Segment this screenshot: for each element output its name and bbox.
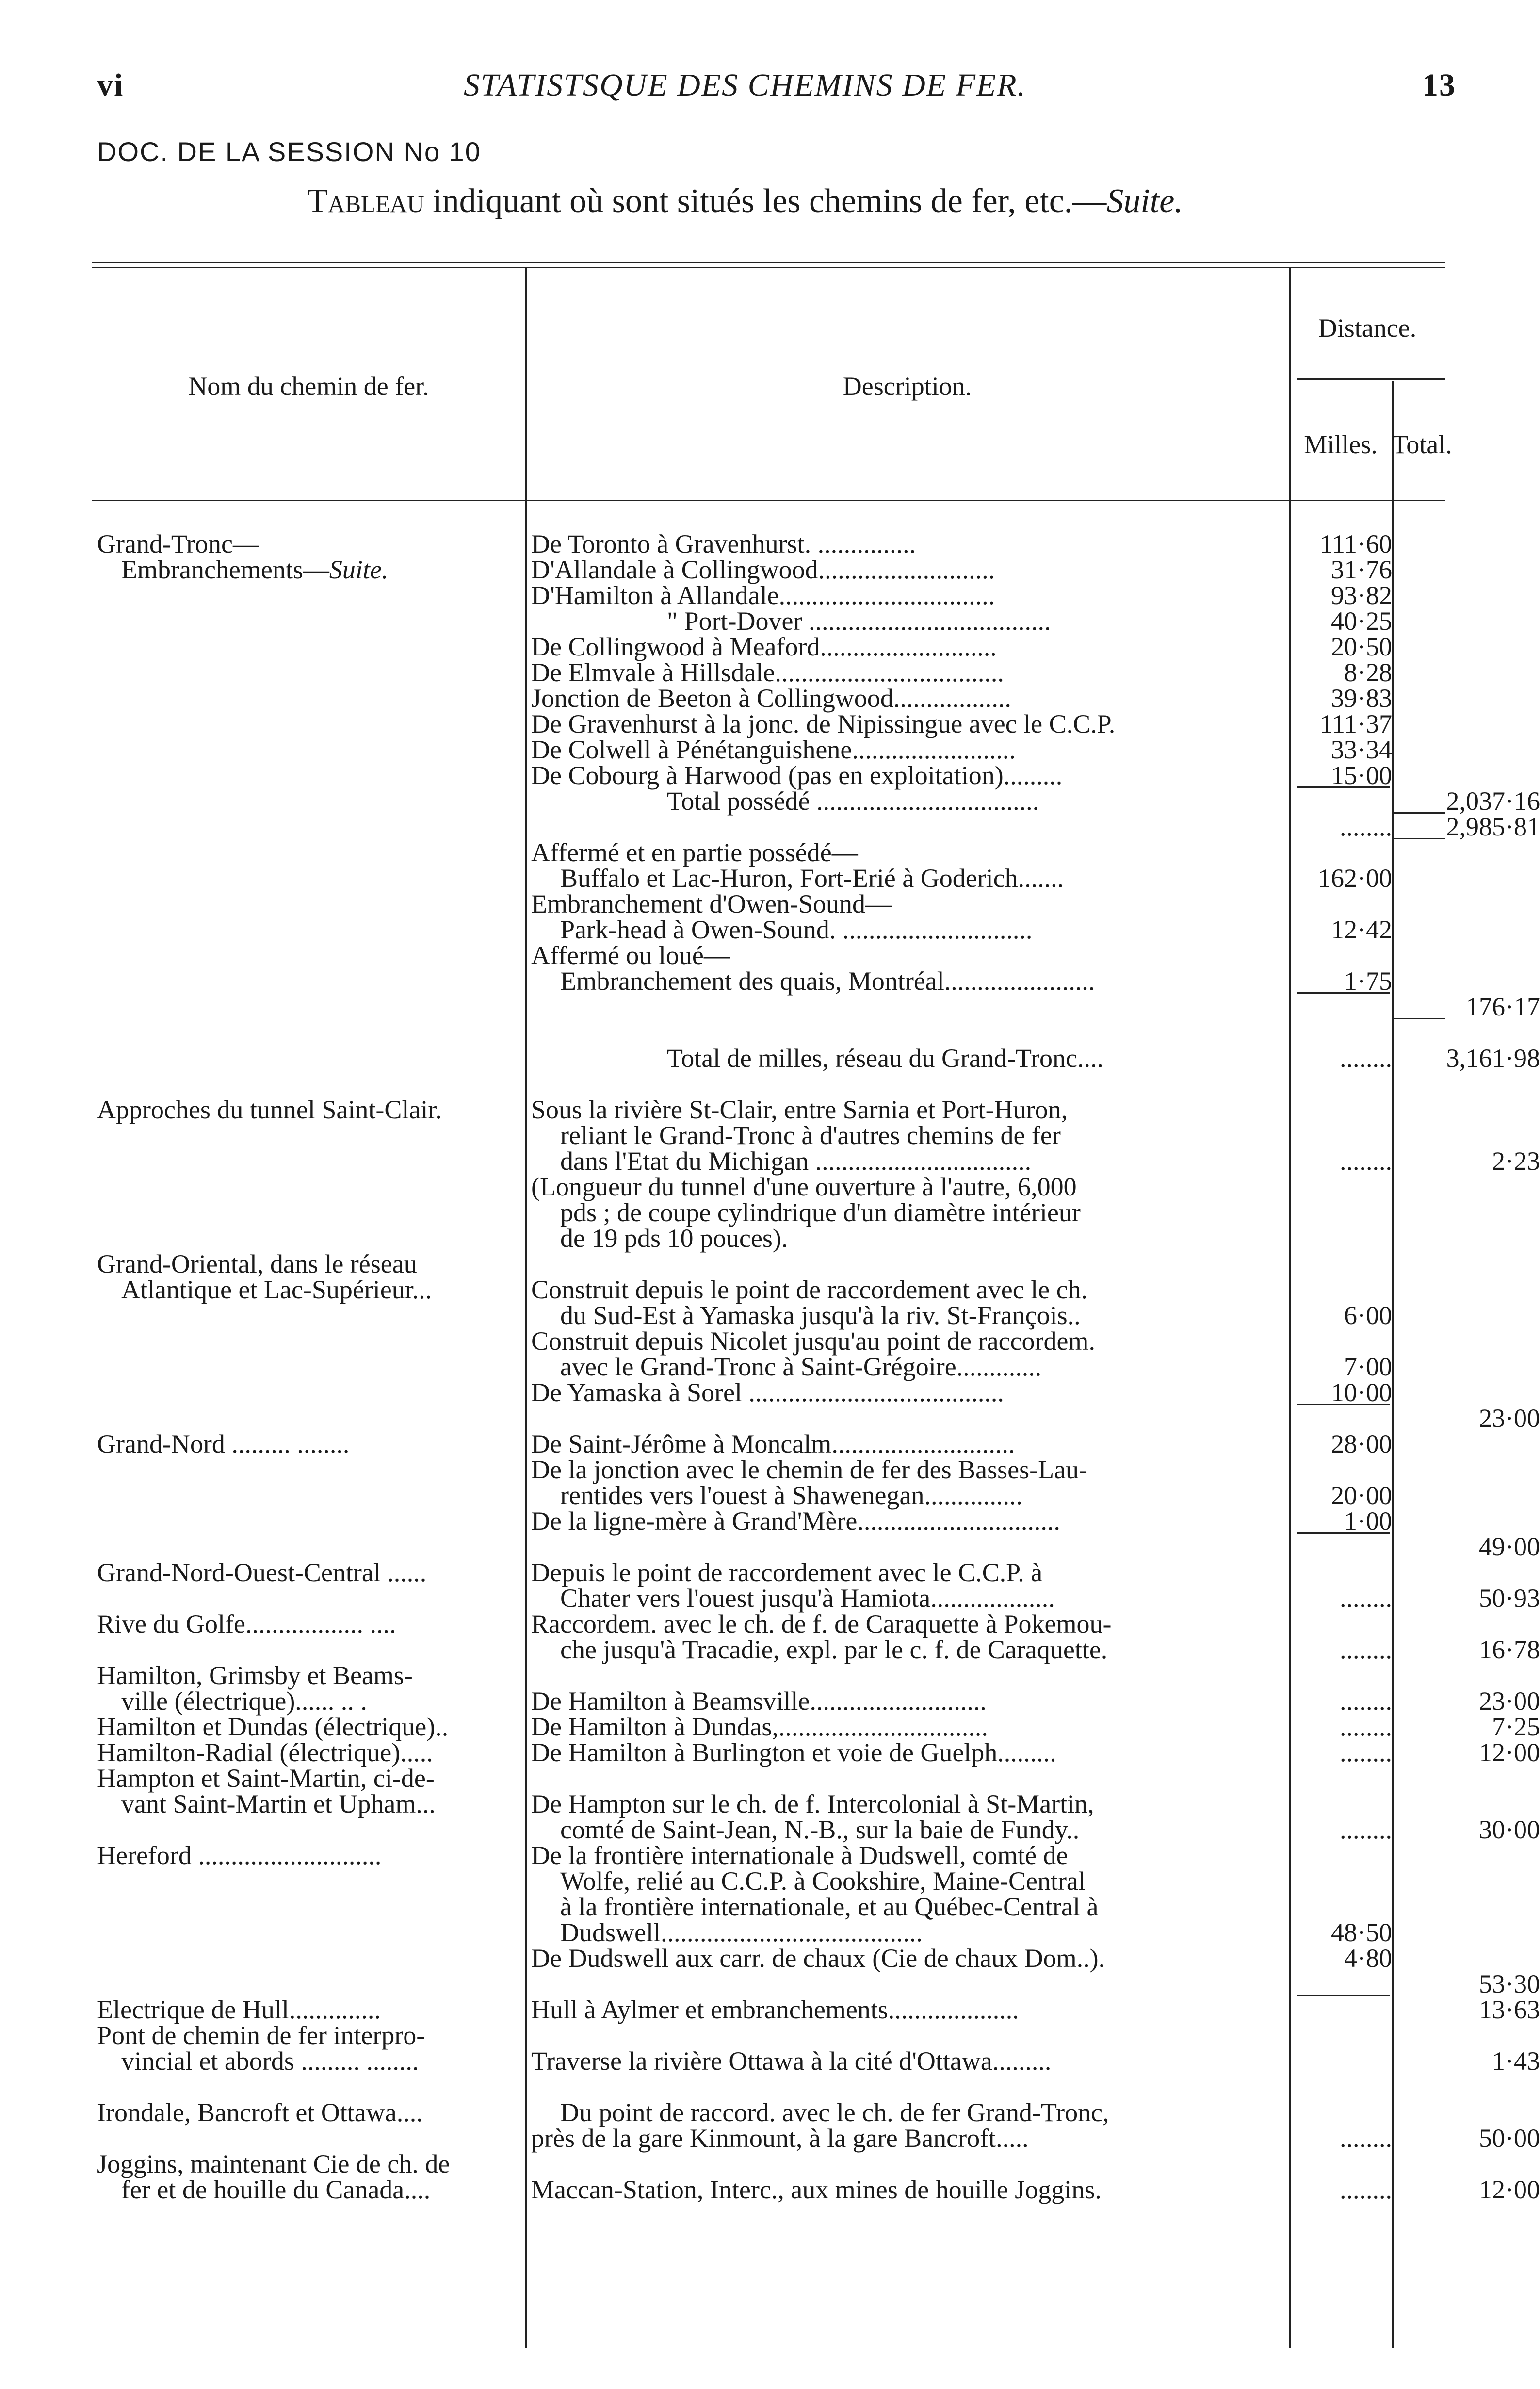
table-row [92,1946,1445,1971]
description-cell: Dudswell........................................ [560,1918,923,1947]
table-row [92,1174,1445,1200]
column-header-miles: Milles. [1304,430,1378,459]
table-row [92,686,1445,711]
top-rule-double [92,267,1445,268]
description-cell: De Saint-Jérôme à Moncalm............................ [531,1429,1015,1458]
description-cell: Embranchement des quais, Montréal....................... [560,966,1095,996]
table-row [92,1738,1540,1767]
table-row [92,2100,1445,2126]
description-cell: De Gravenhurst à la jonc. de Nipissingue avec le C.C.P. [531,709,1116,738]
description-cell: Jonction de Beeton à Collingwood.................. [531,684,1011,713]
table-row [92,583,1445,608]
total-cell: 12·00 [1479,2175,1540,2204]
miles-cell: 111·60 [1320,529,1392,558]
miles-cell: ........ [1340,2175,1392,2204]
table-row [92,943,1445,968]
railway-table [92,262,1540,2348]
miles-cell: ........ [1340,1146,1392,1176]
total-cell: 49·00 [1479,1532,1540,1561]
session-document-label: DOC. DE LA SESSION No 10 [97,136,481,167]
railway-name-cell: Grand-Nord ......... ........ [97,1429,350,1458]
description-cell: Maccan-Station, Interc., aux mines de houille Joggins. [531,2175,1102,2204]
title-suite: Suite. [1106,182,1183,220]
subtotal-rule [1297,1532,1390,1534]
table-row [92,1303,1445,1328]
table-row [92,1663,1445,1688]
column-header-name: Nom du chemin de fer. [188,372,429,401]
table-row [92,1791,1445,1817]
table-row [92,812,1540,841]
table-row [92,1354,1445,1380]
description-cell: Affermé ou loué— [531,941,730,970]
miles-cell: ........ [1340,1738,1392,1767]
description-cell: De Colwell à Pénétanguishene......................... [531,735,1016,764]
table-row [92,1483,1445,1508]
table-row [92,1097,1445,1123]
description-cell: De Hamilton à Burlington et voie de Guelph......... [531,1738,1056,1767]
railway-name-cell: Approches du tunnel Saint-Clair. [97,1095,442,1124]
miles-cell: 20·00 [1331,1481,1392,1510]
miles-cell: 7·00 [1344,1352,1392,1381]
total-cell: 12·00 [1479,1738,1540,1767]
total-cell: 2·23 [1492,1146,1540,1176]
table-title [0,182,1490,221]
table-row [92,1457,1445,1483]
description-cell: de 19 pds 10 pouces). [560,1224,788,1253]
railway-name-cell: Atlantique et Lac-Supérieur... [121,1275,432,1304]
miles-cell: 4·80 [1344,1944,1392,1973]
table-row [92,557,1445,583]
railway-name-cell: Grand-Nord-Ouest-Central ...... [97,1558,427,1587]
description-cell: Hull à Aylmer et embranchements.................... [531,1995,1019,2024]
railway-name-cell: Grand-Oriental, dans le réseau [97,1249,417,1278]
description-cell: De Cobourg à Harwood (pas en exploitation)......... [531,761,1063,790]
table-row [92,711,1445,737]
miles-cell: 111·37 [1320,709,1392,738]
miles-cell: 28·00 [1331,1429,1392,1458]
subtotal-rule [1394,812,1445,814]
subtotal-rule [1394,838,1445,839]
total-cell: 23·00 [1479,1686,1540,1716]
table-row [92,1044,1540,1073]
running-title: STATISTSQUE DES CHEMINS DE FER. [463,67,1027,103]
miles-cell: 1·00 [1344,1506,1392,1536]
miles-cell: 10·00 [1331,1378,1392,1407]
subtotal-rule [1297,1404,1390,1405]
table-row [92,968,1445,994]
table-row [92,1328,1445,1354]
table-row [92,1712,1540,1741]
table-row [92,1071,1445,1097]
table-row [92,2023,1445,2048]
railway-name-cell: ville (électrique)...... .. . [121,1686,367,1716]
railway-name-cell: Irondale, Bancroft et Ottawa.... [97,2098,423,2127]
description-cell: De Yamaska à Sorel ....................................... [531,1378,1004,1407]
description-cell: De Hamilton à Dundas,................................ [531,1712,988,1741]
railway-name-cell: Hereford ............................ [97,1841,382,1870]
table-row [92,1431,1445,1457]
header-bottom-rule [92,500,1445,501]
description-cell: che jusqu'à Tracadie, expl. par le c. f. de Caraquette. [560,1635,1108,1664]
miles-cell: ........ [1340,1712,1392,1741]
total-cell: 13·63 [1479,1995,1540,2024]
description-cell: Construit depuis Nicolet jusqu'au point de raccordem. [531,1326,1095,1356]
title-text: indiquant où sont situés les chemins de fer, etc.— [424,182,1107,220]
table-row [92,917,1445,943]
railway-name-cell: Grand-Tronc— [97,529,259,558]
miles-cell: 8·28 [1344,658,1392,687]
table-row [92,634,1445,660]
railway-name-cell: Hamilton et Dundas (électrique).. [97,1712,449,1741]
description-cell: Affermé et en partie possédé— [531,838,858,867]
miles-cell: 15·00 [1331,761,1392,790]
table-row [92,1920,1445,1946]
description-cell: Embranchement d'Owen-Sound— [531,889,892,918]
table-row [92,1532,1540,1561]
table-row [92,660,1445,686]
table-row [92,1251,1445,1277]
total-cell: 1·43 [1492,2046,1540,2076]
description-cell: à la frontière internationale, et au Québec-Central à [560,1892,1099,1921]
description-cell: comté de Saint-Jean, N.-B., sur la baie de Fundy.. [560,1815,1080,1844]
description-cell: Traverse la rivière Ottawa à la cité d'Ottawa......... [531,2046,1052,2076]
miles-cell: 48·50 [1331,1918,1392,1947]
description-cell: Raccordem. avec le ch. de f. de Caraquette à Pokemou- [531,1609,1112,1638]
table-row [92,1200,1445,1226]
table-row [92,1146,1540,1176]
railway-name-cell: Hamilton-Radial (électrique)..... [97,1738,433,1767]
railway-name-cell: Pont de chemin de fer interpro- [97,2021,425,2050]
description-cell: De la ligne-mère à Grand'Mère............................... [531,1506,1060,1536]
total-cell: 53·30 [1479,1969,1540,1998]
description-cell: près de la gare Kinmount, à la gare Bancroft..... [531,2124,1029,2153]
miles-cell: 31·76 [1331,555,1392,584]
table-row [92,2175,1540,2204]
description-cell: dans l'Etat du Michigan ................................. [560,1146,1032,1176]
description-cell: Total possédé .................................. [667,786,1039,816]
miles-cell: 39·83 [1331,684,1392,713]
table-row [92,531,1445,557]
railway-name-cell: vincial et abords ......... ........ [121,2046,419,2076]
total-cell: 23·00 [1479,1404,1540,1433]
total-cell: 7·25 [1492,1712,1540,1741]
subtotal-rule [1297,992,1390,994]
table-row [92,1560,1445,1586]
railway-name-cell: Hampton et Saint-Martin, ci-de- [97,1764,435,1793]
miles-cell: 6·00 [1344,1301,1392,1330]
miles-cell: 20·50 [1331,632,1392,661]
miles-cell: ........ [1340,1635,1392,1664]
total-cell: 30·00 [1479,1815,1540,1844]
table-row [92,1508,1445,1534]
miles-cell: ........ [1340,1686,1392,1716]
description-cell: rentides vers l'ouest à Shawenegan............... [560,1481,1022,1510]
table-row [92,763,1445,788]
railway-name-cell: vant Saint-Martin et Upham... [121,1789,436,1818]
column-header-distance: Distance. [1318,313,1417,343]
table-row [92,2046,1540,2076]
column-header-total: Total. [1392,430,1452,459]
table-row [92,1868,1445,1894]
table-row [92,608,1445,634]
description-cell: Chater vers l'ouest jusqu'à Hamiota................... [560,1584,1055,1613]
column-header-description: Description. [843,372,972,401]
table-row [92,2124,1540,2153]
total-cell: 3,161·98 [1446,1044,1540,1073]
total-cell: 2,985·81 [1446,812,1540,841]
railway-name-cell: Electrique de Hull.............. [97,1995,381,2024]
miles-cell: ........ [1340,812,1392,841]
table-row [92,1969,1540,1998]
table-row [92,1843,1445,1868]
table-row [92,1277,1445,1303]
miles-cell: 1·75 [1344,966,1392,996]
table-row [92,1635,1540,1664]
railway-name-cell: Joggins, maintenant Cie de ch. de [97,2149,450,2178]
total-cell: 2,037·16 [1446,786,1540,816]
table-row [92,1894,1445,1920]
page-number-roman: vi [97,67,124,103]
railway-name-cell: Embranchements—Suite. [121,555,389,584]
table-row [92,2151,1445,2177]
railway-name-cell: fer et de houille du Canada.... [121,2175,431,2204]
miles-cell: ........ [1340,1584,1392,1613]
description-cell: De la frontière internationale à Dudswell, comté de [531,1841,1068,1870]
table-row [92,1686,1540,1716]
table-row [92,992,1540,1021]
miles-cell: ........ [1340,1044,1392,1073]
running-header [0,67,1490,106]
total-cell: 50·93 [1479,1584,1540,1613]
table-row [92,2074,1445,2100]
description-cell: Park-head à Owen-Sound. ............................. [560,915,1033,944]
miles-cell: 33·34 [1331,735,1392,764]
description-cell: De Hampton sur le ch. de f. Intercolonial à St-Martin, [531,1789,1094,1818]
description-cell: (Longueur du tunnel d'une ouverture à l'autre, 6,000 [531,1172,1077,1201]
description-cell: De Toronto à Gravenhurst. ............... [531,529,916,558]
subtotal-rule [1297,786,1390,788]
table-row [92,1020,1445,1046]
description-cell: " Port-Dover ..................................... [667,606,1051,636]
description-cell: Construit depuis le point de raccordement avec le ch. [531,1275,1088,1304]
description-cell: Buffalo et Lac-Huron, Fort-Erié à Goderich....... [560,864,1064,893]
table-row [92,840,1445,866]
subtotal-rule [1394,1018,1445,1019]
top-rule [92,262,1445,263]
miles-cell: ........ [1340,1815,1392,1844]
miles-cell: 162·00 [1318,864,1392,893]
total-cell: 16·78 [1479,1635,1540,1664]
table-row [92,737,1445,763]
description-cell: De Hamilton à Beamsville........................... [531,1686,987,1716]
description-cell: avec le Grand-Tronc à Saint-Grégoire............. [560,1352,1042,1381]
description-cell: Du point de raccord. avec le ch. de fer Grand-Tronc, [560,2098,1109,2127]
miles-cell: 40·25 [1331,606,1392,636]
description-cell: D'Hamilton à Allandale................................. [531,581,995,610]
table-row [92,1766,1445,1791]
miles-cell: ........ [1340,2124,1392,2153]
total-cell: 176·17 [1466,992,1540,1021]
description-cell: De Collingwood à Meaford........................... [531,632,997,661]
miles-cell: 93·82 [1331,581,1392,610]
description-cell: reliant le Grand-Tronc à d'autres chemins de fer [560,1121,1061,1150]
description-cell: Total de milles, réseau du Grand-Tronc.... [667,1044,1104,1073]
description-cell: D'Allandale à Collingwood........................... [531,555,995,584]
table-row [92,1404,1540,1433]
table-row [92,1584,1540,1613]
table-row [92,1815,1540,1844]
description-cell: Depuis le point de raccordement avec le C.C.P. à [531,1558,1043,1587]
table-row [92,1995,1540,2024]
table-row [92,1123,1445,1148]
page-number: 13 [1422,67,1456,103]
miles-cell: 12·42 [1331,915,1392,944]
table-row [92,866,1445,891]
description-cell: du Sud-Est à Yamaska jusqu'à la riv. St-François.. [560,1301,1081,1330]
railway-name-cell: Hamilton, Grimsby et Beams- [97,1661,413,1690]
subtotal-rule [1297,1995,1390,1996]
description-cell: De Dudswell aux carr. de chaux (Cie de chaux Dom..). [531,1944,1105,1973]
total-cell: 50·00 [1479,2124,1540,2153]
description-cell: Sous la rivière St-Clair, entre Sarnia et Port-Huron, [531,1095,1068,1124]
description-cell: Wolfe, relié au C.C.P. à Cookshire, Maine-Central [560,1866,1086,1896]
description-cell: De Elmvale à Hillsdale................................... [531,658,1004,687]
table-row [92,1611,1445,1637]
table-row [92,786,1540,816]
distance-subheader-rule [1297,378,1445,380]
description-cell: pds ; de coupe cylindrique d'un diamètre intérieur [560,1198,1081,1227]
table-row [92,1226,1445,1251]
description-cell: De la jonction avec le chemin de fer des Basses-Lau- [531,1455,1088,1484]
title-lead: Tableau [307,182,424,220]
table-row [92,891,1445,917]
railway-name-cell: Rive du Golfe.................. .... [97,1609,396,1638]
table-row [92,1380,1445,1406]
